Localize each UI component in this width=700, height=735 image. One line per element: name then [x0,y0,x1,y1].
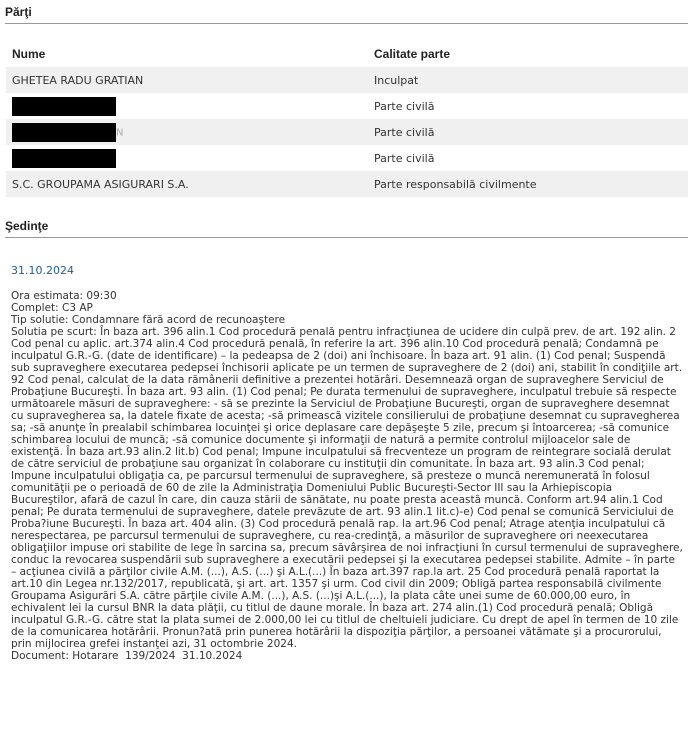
solution-line: de la comunicarea hotărârii. Pronun?ată prin punerea hotărârii la dispoziţia părţilor, a persoanei vătămate şi a procurorului, [11,626,662,638]
parti-table-header [6,41,688,67]
solution-summary [11,326,691,650]
solution-line: – acţiunea civilă a părţilor civile A.M. (...), A.S. (...) şi A.L.(...) În baza art.397 rap.la art. 25 Cod procedură penală raportat la [11,566,660,578]
party-role: Inculpat [368,67,688,93]
table-row [6,93,688,119]
solution-line: Bucureştilor, afară de cazul în care, din cauza stării de sănătate, nu poate presta această muncă. Conform art.94 alin.1 Cod [11,494,663,506]
table-row [6,119,688,145]
solution-line: nerespectarea, pe parcursul termenului de supraveghere, cu rea-credinţă, a măsurilor de supraveghere ori neexecutarea [11,530,649,542]
table-row [6,171,688,197]
solution-line: penal; Pe durata termenului de supraveghere, datele prevăzute de art. 93 alin.1 lit.c)-e) Cod penal se comunică Serviciului de [11,506,674,518]
estimated-time: Ora estimata: 09:30 [11,290,117,302]
solution-line: Cod penal cu aplic. art.374 alin.4 Cod procedură penală, în referire la art. 396 alin.10 Cod procedură penală; Condamnă pe [11,338,659,350]
parti-table [6,41,688,197]
solution-line: prin mijlocirea grefei instanţei azi, 31 octombrie 2024. [11,638,297,650]
solution-line: de către serviciul de probaţiune sau organizat în colaborare cu instituţii din comunitate. În baza art. 93 alin.3 Cod penal; [11,458,645,470]
solution-line: art.10 din Legea nr.132/2017, republicată, şi art. art. 1357 şi urm. Cod civil din 2009; Obligă partea responsabilă civilmente [11,578,662,590]
table-row [6,67,688,93]
redacted-name [12,97,116,116]
document-date: 31.10.2024 [182,650,243,662]
solution-line: 92 Cod penal, calculat de la data rămânerii definitive a prezentei hotărâri. Desemnează organ de supraveghere Serviciul de [11,374,664,386]
party-role: Parte civilă [368,93,688,119]
solution-line: Impune inculpatului obligaţia ca, pe parcursul termenului de supraveghere, să presteze o muncă neremunerată în folosul [11,470,650,482]
solution-line: sa; -să anunţe în prealabil schimbarea locuinţei şi orice deplasare care depăşeşte 5 zile, precum şi întoarcerea; -să comunice [11,422,670,434]
party-role: Parte responsabilă civilmente [368,171,688,197]
solution-line: Proba?iune Bucureşti. În baza art. 404 alin. (3) Cod procedură penală rap. la art.96 Cod penal; Atrage atenţia inculpatului că [11,518,666,530]
party-name: N [116,127,124,138]
redacted-name [12,149,116,168]
solution-line: Probaţiune Bucureşti. În baza art. 93 alin. (1) Cod penal; Pe durata termenului de supraveghere, inculpatul trebuie să respecte [11,386,677,398]
column-header-role: Calitate parte [368,41,688,67]
sedinte-section-title: Şedinţe [5,219,688,238]
document-line [11,650,691,662]
party-name: S.C. GROUPAMA ASIGURARI S.A. [6,171,368,197]
document-label: Document: [11,650,69,662]
document-type: Hotarare [72,650,119,662]
solution-line: schimbarea locului de muncă; -să comunice documente şi informaţii de natură a permite controlul mijloacelor sale de [11,434,631,446]
solution-line: cu supravegherea sa, la datele fixate de acesta; -să primească vizitele consilierului de probaţiune desemnat cu supravegherea [11,410,680,422]
solution-line: existenţă. În baza art.93 alin.2 lit.b) Cod penal; Impune inculpatului să frecventeze un program de reintegrare socială derulat [11,446,671,458]
parti-section-title: Părţi [5,5,688,24]
solution-line: inculpatul G.R.-G. către stat la plata sumei de 2.000,00 lei cu titlul de cheltuieli judiciare. Cu drept de apel în termen de 10 zile [11,614,679,626]
solution-line: echivalent lei la cursul BNR la data plăţii, cu titlul de daune morale. În baza art. 274 alin.(1) Cod procedură penală; Obligă [11,602,654,614]
party-role: Parte civilă [368,119,688,145]
panel: Complet: C3 AP [11,302,93,314]
solution-line: conduc la revocarea suspendării sub supraveghere a executării pedepsei şi la executarea pedepsei stabilite. Admite – în parte [11,554,675,566]
table-row [6,145,688,171]
document-number: 139/2024 [125,650,176,662]
solution-line: comunităţii pe o perioadă de 60 de zile la Administraţia Domeniului Public Bucureşti-Sector III sau la Arhiepiscopia [11,482,613,494]
solution-line: sub supraveghere executarea pedepsei închisorii aplicate pe un termen de supraveghere de 2 (doi) ani, stabilit în condiţiile art. [11,362,683,374]
solution-line: obligaţiilor impuse ori stabilite de lege în sarcina sa, precum săvârşirea de noi infracţiuni în cursul termenului de supraveghere, [11,542,683,554]
party-role: Parte civilă [368,145,688,171]
solution-type: Tip solutie: Condamnare fără acord de recunoaştere [11,314,286,326]
solution-line: Solutia pe scurt: În baza art. 396 alin.1 Cod procedură penală pentru infracţiunea de ucidere din culpă prev. de art. 192 alin. 2 [11,326,676,338]
solution-line: inculpatul G.R.-G. (date de identificare) – la pedeapsa de 2 (doi) ani închisoare. În baza art. 91 alin. (1) Cod penal; Suspendă [11,350,666,362]
session-date: 31.10.2024 [11,264,74,277]
solution-line: Groupama Asigurări S.A. către părţile civile A.M. (...), A.S. (...)şi A.L.(...), la plata câte unei sume de 60.000,00 euro, în [11,590,631,602]
redacted-name [12,123,116,142]
column-header-name: Nume [6,41,368,67]
solution-line: următoarele măsuri de supraveghere: - să se prezinte la Serviciul de Probaţiune Bucureşti, organ de supraveghere desemnat [11,398,670,410]
session-details [11,290,691,662]
party-name: GHETEA RADU GRATIAN [6,67,368,93]
